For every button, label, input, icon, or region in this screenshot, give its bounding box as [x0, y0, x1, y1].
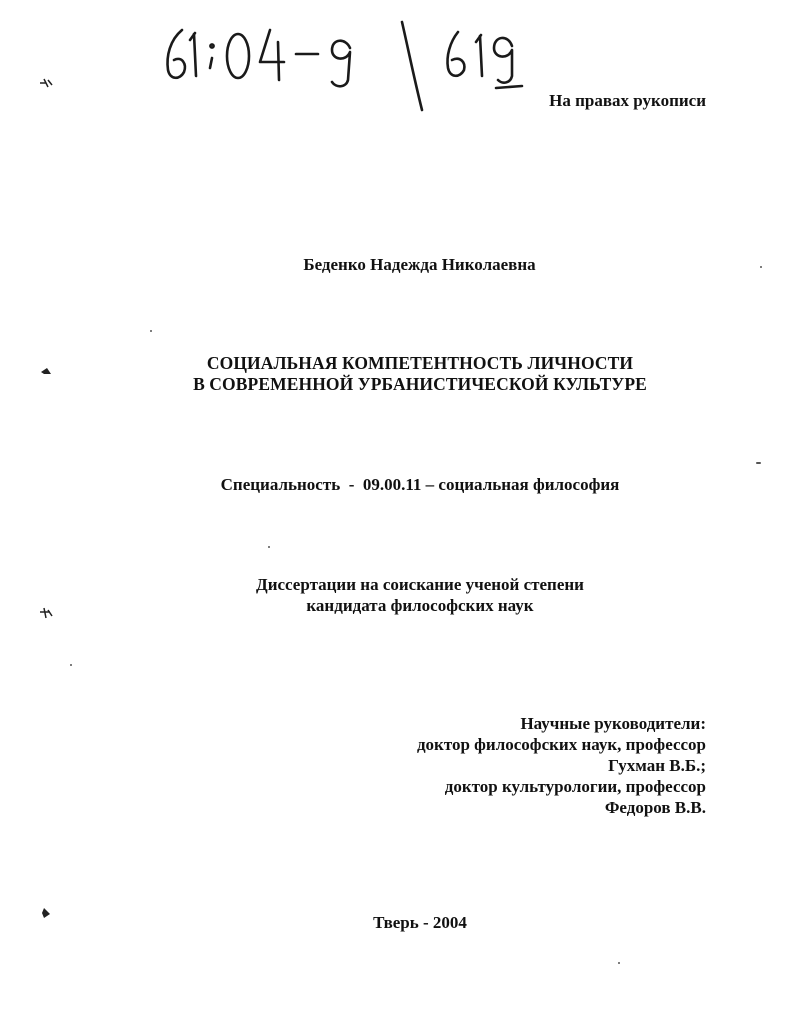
- supervisor-1-degree: доктор философских наук, профессор: [416, 735, 706, 754]
- scan-speck: [756, 462, 761, 464]
- scan-speck: [150, 330, 152, 332]
- handwriting-drawing: [160, 18, 560, 113]
- city-year: Тверь - 2004: [373, 913, 467, 932]
- handwritten-archive-code: [160, 18, 560, 113]
- scan-speck: [760, 266, 762, 268]
- rights-note: На правах рукописи: [549, 91, 706, 110]
- supervisor-1-name: Гухман В.Б.;: [608, 756, 706, 775]
- supervisor-2-name: Федоров В.В.: [604, 798, 706, 817]
- scan-mark-icon: [38, 76, 56, 90]
- scan-speck: [70, 664, 72, 666]
- dissertation-line-2: кандидата философских наук: [306, 596, 534, 615]
- scan-mark-icon: [38, 364, 56, 378]
- title-line-1: СОЦИАЛЬНАЯ КОМПЕТЕНТНОСТЬ ЛИЧНОСТИ: [206, 353, 634, 373]
- supervisors-heading: Научные руководители:: [520, 714, 706, 733]
- author-name: Беденко Надежда Николаевна: [303, 255, 536, 274]
- scan-speck: [618, 962, 620, 964]
- scan-mark-icon: [38, 606, 56, 620]
- dissertation-line-1: Диссертации на соискание ученой степени: [256, 575, 584, 594]
- scan-mark-icon: [38, 906, 56, 920]
- title-line-2: В СОВРЕМЕННОЙ УРБАНИСТИЧЕСКОЙ КУЛЬТУРЕ: [193, 374, 647, 394]
- specialty-line: Специальность - 09.00.11 – социальная философия: [220, 475, 620, 494]
- scan-speck: [268, 546, 270, 548]
- supervisor-2-degree: доктор культурологии, профессор: [444, 777, 706, 796]
